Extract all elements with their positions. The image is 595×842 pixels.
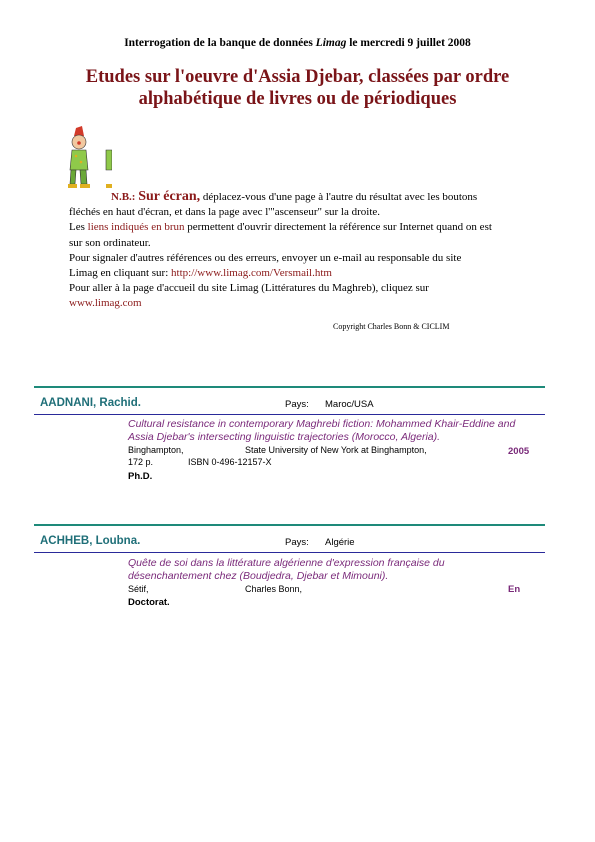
nb-line6: [69, 266, 544, 281]
entry-degree: Ph.D.: [128, 471, 153, 482]
entry-degree: Doctorat.: [128, 597, 170, 608]
nb-line5: Pour signaler d'autres références ou des erreurs, envoyer un e-mail au responsable du site: [69, 251, 462, 264]
entry-underline: [34, 414, 545, 415]
entry-title-line1: Cultural resistance in contemporary Maghrebi fiction: Mohammed Khair-Eddine and: [128, 418, 516, 430]
nb-line1: [69, 189, 544, 205]
entry-place: Binghampton,: [128, 445, 184, 455]
nb-line3: [69, 220, 544, 235]
entry-title-line2: désenchantement chez (Boudjedra, Djebar et Mimouni).: [128, 569, 389, 582]
nb-line6-pre: Limag en cliquant sur:: [69, 267, 172, 280]
entry-separator: [34, 524, 545, 526]
entry-separator: [34, 386, 545, 388]
header-prefix: Interrogation de la banque de données: [124, 37, 316, 49]
entry-author: AADNANI, Rachid.: [40, 397, 141, 409]
entry-pages: 172 p.: [128, 457, 154, 467]
limag-home-link[interactable]: www.limag.com: [69, 297, 142, 310]
page-header: [0, 37, 595, 49]
nb-label: N.B.:: [111, 191, 139, 203]
entry-title-line1: Quête de soi dans la littérature algérienne d'expression française du: [128, 557, 445, 569]
entry-pays: Algérie: [325, 537, 355, 548]
entry-author: ACHHEB, Loubna.: [40, 535, 141, 547]
page-title-line1: Etudes sur l'oeuvre d'Assia Djebar, classées par ordre: [85, 67, 510, 87]
entry-title-line2: Assia Djebar's intersecting linguistic trajectories (Morocco, Algeria).: [128, 430, 441, 443]
nb-line1-text: déplacez-vous d'une page à l'autre du résultat avec les boutons: [200, 191, 478, 203]
entry-publisher: State University of New York at Binghampton,: [245, 445, 427, 455]
entry-place: Sétif,: [128, 584, 149, 594]
page-title-line2: alphabétique de livres ou de périodiques: [138, 89, 457, 109]
entry-underline: [34, 552, 545, 553]
nb-line4: sur son ordinateur.: [69, 236, 151, 249]
copyright: Copyright Charles Bonn & CICLIM: [333, 322, 450, 331]
clown-illustration: [68, 126, 112, 192]
page-title: [40, 66, 555, 110]
entry-title: [128, 418, 538, 443]
nb-line2: fléchés en haut d'écran, et dans la page avec l'"ascenseur" sur la droite.: [69, 206, 381, 219]
entry-year: En: [508, 584, 521, 595]
entry-isbn: ISBN 0-496-12157-X: [188, 457, 272, 467]
nb-emphasis: Sur écran,: [138, 189, 201, 204]
entry-publisher: Charles Bonn,: [245, 584, 303, 594]
colored-links-text: liens indiqués en brun: [87, 221, 185, 234]
entry-year: 2005: [508, 446, 530, 457]
entry-pays: Maroc/USA: [325, 399, 374, 410]
nb-line3-pre: Les: [69, 221, 88, 234]
entry-pays-label: Pays:: [285, 399, 309, 410]
nb-notice: [69, 189, 544, 312]
header-db-name: Limag: [315, 37, 347, 49]
entry-pays-label: Pays:: [285, 537, 309, 548]
nb-line7: Pour aller à la page d'accueil du site Limag (Littératures du Maghreb), cliquez sur: [69, 282, 429, 295]
nb-line3-post: permettent d'ouvrir directement la référence sur Internet quand on est: [184, 221, 492, 234]
entry-title: [128, 557, 538, 582]
versmail-link[interactable]: http://www.limag.com/Versmail.htm: [171, 267, 332, 280]
header-suffix: le mercredi 9 juillet 2008: [346, 37, 471, 49]
